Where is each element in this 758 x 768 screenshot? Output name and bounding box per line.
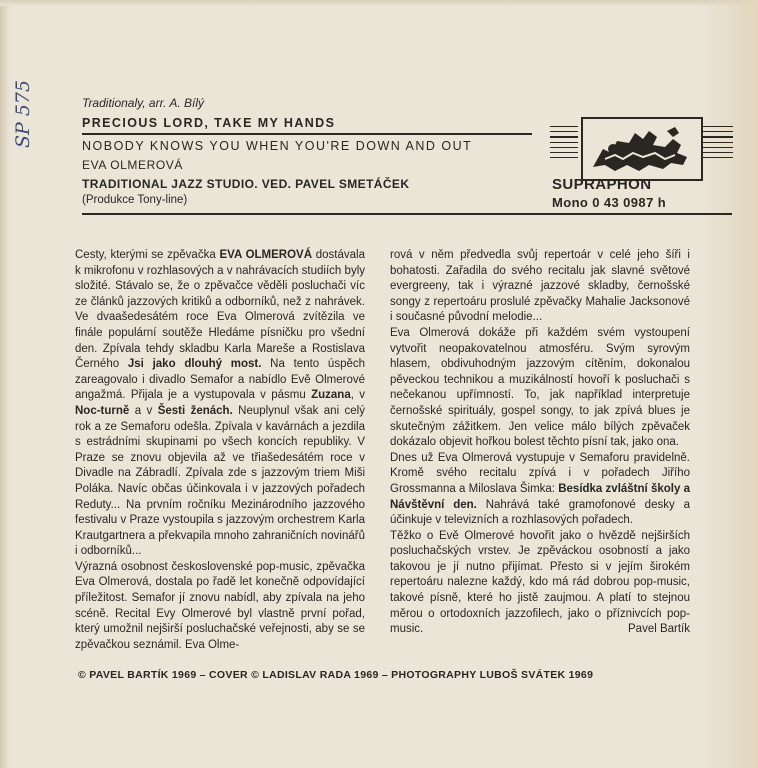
title-divider (82, 133, 532, 135)
production-credit: (Produkce Tony-line) (82, 194, 188, 206)
track-title-2: NOBODY KNOWS YOU WHEN YOU'RE DOWN AND OUT (82, 139, 473, 153)
liner-notes-left-text: Cesty, kterými se zpěvačka EVA OLMEROVÁ dostávala k mikrofonu v rozhlasových a v nahrávacích studiích byly složité. Stávalo se, že o zpěvačce věděli posluchači víc ze článků jazzových kritiků a odborníků, než z nahrávek. Ve dvaašedesátém roce Eva Olmerová zvítězila ve finále populární soutěže Hledáme písničku pro všední den. Zpívala tehdy skladbu Karla Mareše a Rostislava Černého Jsi jako dlouhý most. Na tento úspěch zareagovalo i divadlo Semafor a nabídlo Evě Olmerové angažmá. Přijala je a vystupovala v pásmu Zuzana, v Noc-turně a v Šesti ženách. Neuplynul však ani celý rok a ze Semaforu odešla. Zpívala v kavárnách a jezdila s estrádními skupinami po všech koncích republiky. V Praze se znovu objevila až ve třiašedesátém roce v Divadle na Zábradlí. Zpívala zde s jazzovým triem Miši Poláka. Navíc občas účinkovala i v jazzových pořadech Reduty... Na prvním ročníku Mezinárodního jazzového festivalu v Praze vystoupila s jazzovým orchestrem Karla Krautgartnera a překvapila mnoho zahraničních novinářů i odborníků... Výrazná osobnost československé pop-music, zpěvačka Eva Olmerová, dostala po řadě let konečně odpovídající příležitost. Semafor jí znovu nabídl, aby zpívala na jeho scéně. Recital Evy Olmerové byl vlastně první pořad, který umožnil nejširší posluchačské veřejnosti, aby se se zpěvačkou seznámil. Eva Olme- (75, 249, 366, 651)
footer-copyright: © PAVEL BARTÍK 1969 – COVER © LADISLAV RADA 1969 – PHOTOGRAPHY LUBOŠ SVÁTEK 1969 (78, 669, 594, 681)
composer-credit: Traditionaly, arr. A. Bílý (82, 96, 205, 110)
credits-block (82, 96, 542, 134)
liner-notes-left (75, 248, 365, 653)
logo-stripes-left (550, 126, 578, 166)
liner-notes-right-text: rová v něm předvedla svůj repertoár v celé jeho šíři i bohatosti. Zařadila do svého recitalu jak slavné světové evergreeny, tak i výrazné jazzové skladby, černošské songy z repertoáru proslulé zpěvačky Mahalie Jacksonové i současné původní melodie... Eva Olmerová dokáže při každém svém vystoupení vytvořit neopakovatelnou atmosféru. Svým syrovým hlasem, obdivuhodným jazzovým cítěním, dokonalou pěveckou technikou a muzikálností hovoří k posluchači s nečekanou upřímností. To, jak například interpretuje černošské spirituály, gospel songy, to jak zpívá blues je skutečným zážitkem. Jen velice málo bílých zpěvaček dokázalo objevit hořkou bolest těchto písní tak, jako ona. Dnes už Eva Olmerová vystupuje v Semaforu pravidelně. Kromě svého recitalu zpívá i v pořadech Jiřího Grossmanna a Miloslava Šimka: Besídka zvláštní školy a Návštěvní den. Nahrává také gramofonové desky a účinkuje v televizních a rozhlasových pořadech. Těžko o Evě Olmerové hovořit jako o hvězdě nejširších posluchačských vrstev. Je zpěváckou osobností a jako takovou je jí nutno přijímat. Přesto si v jejím širokém repertoáru nalezne každý, kdo má rád dobrou pop-music, takové písně, které ho jistě zaujmou. A platí to stejnou měrou o ortodoxních jazzofilech, jako o příznivcích pop-music. (390, 249, 690, 636)
supraphon-lion-logo (581, 117, 703, 181)
catalog-number: Mono 0 43 0987 h (552, 195, 667, 210)
artist-name: EVA OLMEROVÁ (82, 158, 184, 172)
band-credit: TRADITIONAL JAZZ STUDIO. VED. PAVEL SMETÁČEK (82, 177, 410, 191)
sleeve-stain (698, 0, 758, 768)
handwritten-catalog-note (4, 70, 34, 150)
label-name: SUPRAPHON (552, 176, 652, 193)
track-title-1: PRECIOUS LORD, TAKE MY HANDS (82, 116, 336, 130)
signature: Pavel Bartík (628, 623, 690, 636)
liner-notes-right (390, 248, 690, 638)
header-rule (82, 213, 732, 215)
logo-stripes-right (701, 126, 733, 166)
handwritten-note-text: SP 575 (12, 79, 34, 148)
lion-icon (583, 119, 701, 179)
sleeve-edge-top (0, 0, 758, 6)
